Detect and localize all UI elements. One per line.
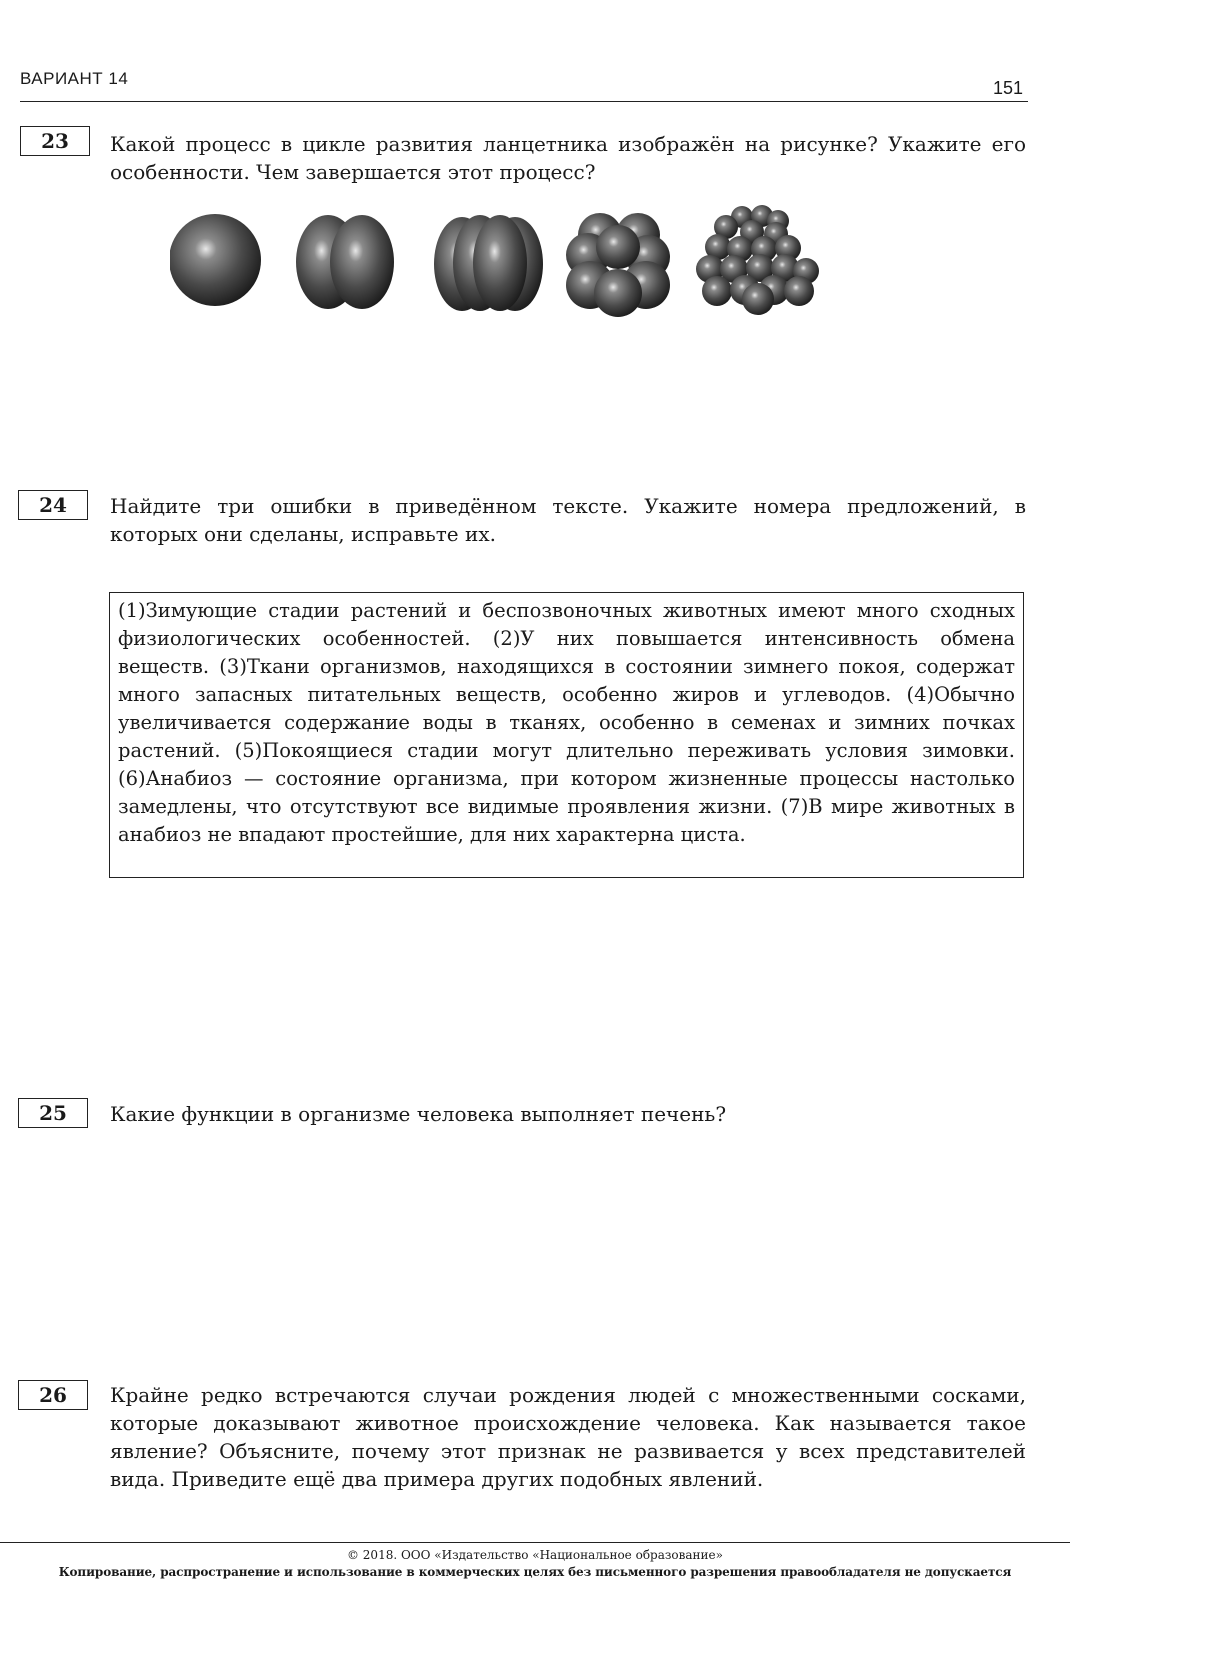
embryo-cleavage-stages-icon <box>170 205 870 330</box>
header-divider <box>20 101 1028 102</box>
error-passage-box: (1)Зимующие стадии растений и беспозвоночных животных имеют много сходных физиологических особенностей. (2)У них повышается интенсивность обмена веществ. (3)Ткани организмов, находящихся в состоянии зимнего покоя, содержат много запасных питательных веществ, особенно жиров и углеводов. (4)Обычно увеличивается содержание воды в тканях, особенно в семенах и зимних почках растений. (5)Покоящиеся стадии могут длительно переживать условия зимовки. (6)Анабиоз — состояние организма, при котором жизненные процессы настолько замедлены, что отсутствуют все видимые проявления жизни. (7)В мире животных в анабиоз не впадают простейшие, для них характерна циста. <box>109 592 1024 878</box>
question-25-text: Какие функции в организме человека выполняет печень? <box>110 1102 727 1126</box>
footer-notice: Копирование, распространение и использование в коммерческих целях без письменного разрешения правообладателя не допускается <box>58 1565 1012 1579</box>
question-23-text: Какой процесс в цикле развития ланцетника изображён на рисунке? Укажите его особенности. Чем завершается этот процесс? <box>110 132 1026 184</box>
variant-label: ВАРИАНТ 14 <box>20 69 129 88</box>
question-number-25: 25 <box>18 1098 88 1128</box>
footer-divider <box>0 1542 1070 1543</box>
footer-copyright: © 2018. ООО «Издательство «Национальное образование» <box>346 1548 723 1562</box>
eight-cell-stage <box>566 213 670 317</box>
two-cell-stage <box>296 215 394 309</box>
question-number-26: 26 <box>18 1380 88 1410</box>
question-26-text: Крайне редко встречаются случаи рождения людей с множественными сосками, которые доказывают животное происхождение человека. Как называется такое явление? Объясните, почему этот признак не развивается у всех представителей вида. Приведите ещё два примера других подобных явлений. <box>110 1383 1026 1491</box>
question-24-text: Найдите три ошибки в приведённом тексте. Укажите номера предложений, в которых они сделаны, исправьте их. <box>110 494 1026 546</box>
question-number-23: 23 <box>20 126 90 156</box>
four-cell-stage <box>434 215 543 311</box>
zygote-sphere <box>170 214 261 306</box>
morula-stage <box>696 205 819 315</box>
page-number: 151 <box>993 78 1024 98</box>
question-number-24: 24 <box>18 490 88 520</box>
